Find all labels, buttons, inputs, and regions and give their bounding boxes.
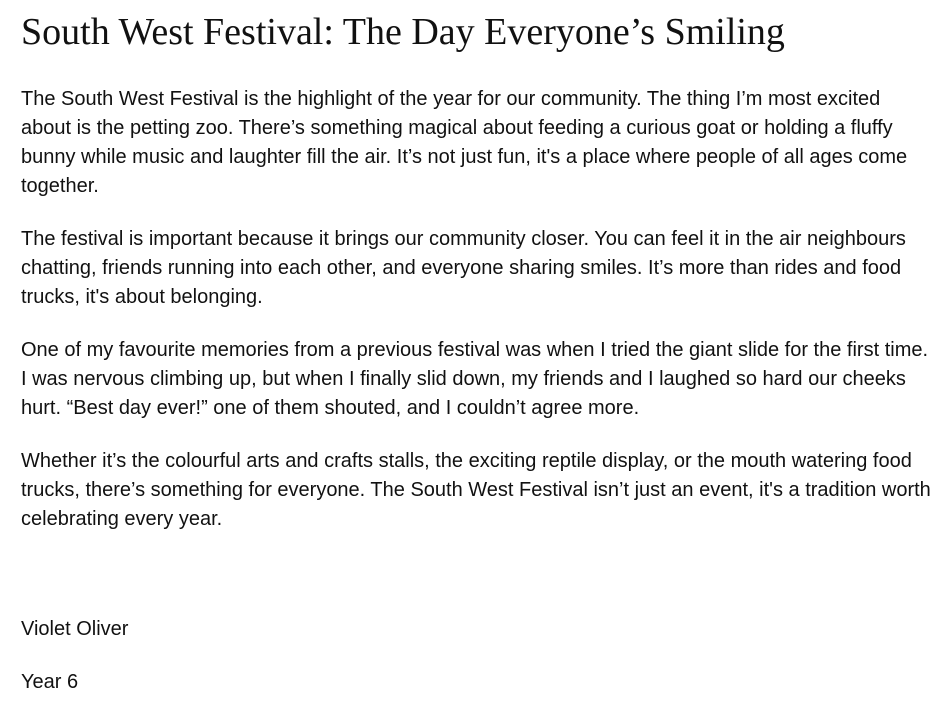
paragraph-importance: The festival is important because it brings our community closer. You can feel it in the air neighbours chatting, friends running into each other, and everyone sharing smiles. It’s more than rides and food trucks, it's about belonging. bbox=[21, 228, 906, 308]
document-page bbox=[21, 0, 931, 697]
author-year: Year 6 bbox=[21, 671, 79, 693]
paragraph-intro: The South West Festival is the highlight of the year for our community. The thing I’m most excited about is the petting zoo. There’s something magical about feeding a curious goat or holding a fluffy bunny while music and laughter fill the air. It’s not just fun, it's a place where people of all ages come together. bbox=[21, 88, 908, 197]
page-title: South West Festival: The Day Everyone’s Smiling bbox=[21, 11, 785, 53]
paragraph-conclusion: Whether it’s the colourful arts and crafts stalls, the exciting reptile display, or the mouth watering food trucks, there’s something for everyone. The South West Festival isn’t just an event, it's a tradition worth celebrating every year. bbox=[21, 450, 931, 530]
author-name: Violet Oliver bbox=[21, 618, 129, 640]
paragraph-memory: One of my favourite memories from a previous festival was when I tried the giant slide for the first time. I was nervous climbing up, but when I finally slid down, my friends and I laughed so hard our cheeks hurt. “Best day ever!” one of them shouted, and I couldn’t agree more. bbox=[21, 339, 929, 419]
